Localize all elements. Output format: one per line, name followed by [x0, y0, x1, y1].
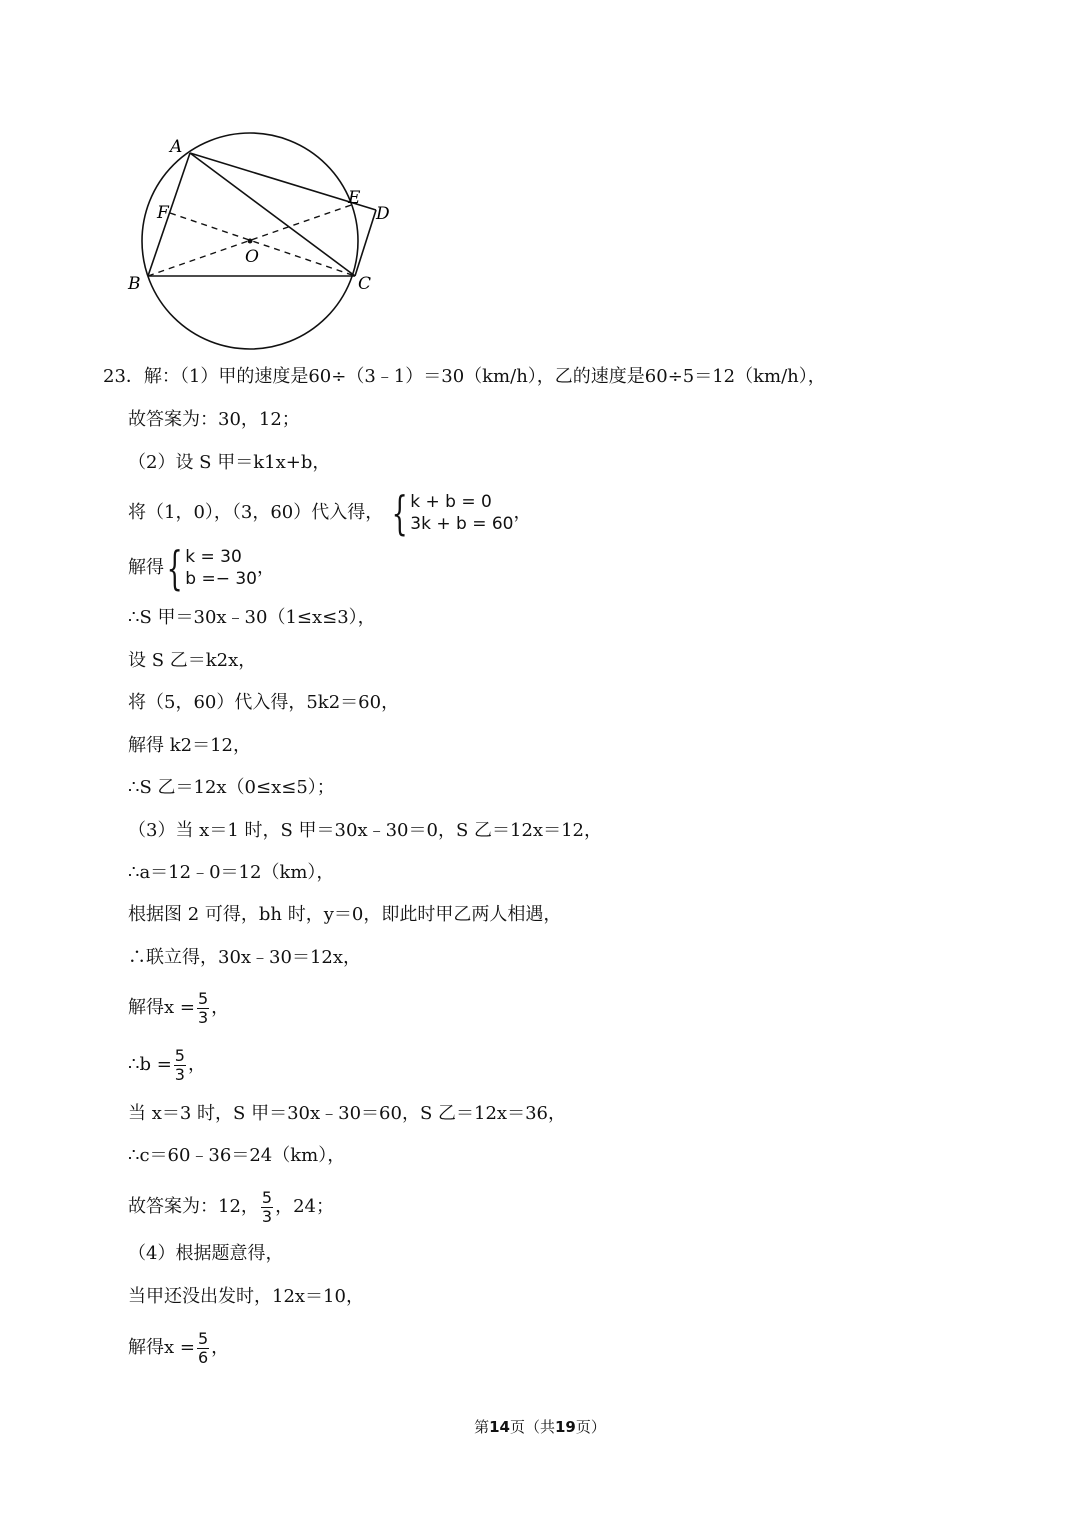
- sol-b: b =− 30: [185, 569, 257, 589]
- solve-text: 解得: [128, 557, 164, 578]
- solution-line-14: ∴联立得，30x﹣30＝12x，: [128, 947, 362, 968]
- eq2: 3k + b = 60: [410, 514, 514, 534]
- solution-line-7: 设 S 乙＝k2x，: [128, 650, 257, 671]
- solution-line-17: 当 x＝3 时，S 甲＝30x﹣30＝60，S 乙＝12x＝36，: [128, 1103, 566, 1124]
- solution-line-9: 解得 k2＝12，: [128, 735, 251, 756]
- therefore-b-text: ∴b =: [128, 1054, 172, 1075]
- label-f: F: [157, 203, 169, 223]
- eq1: k + b = 0: [410, 492, 492, 512]
- solution-line-5: 解得{ k = 30 b =− 30，: [128, 541, 275, 595]
- label-b: B: [128, 274, 141, 294]
- solution-line-19: [128, 1185, 334, 1229]
- solution-line-20: （4）根据题意得，: [128, 1243, 284, 1264]
- solution-line-6: ∴S 甲＝30x﹣30（1≤x≤3），: [128, 607, 376, 628]
- label-c: C: [358, 274, 372, 294]
- solution-line-1: [103, 366, 826, 388]
- equation-system-1: { k + b = 0 3k + b = 60: [391, 486, 514, 540]
- solution-line-12: ∴a＝12﹣0＝12（km），: [128, 862, 335, 883]
- substitute-text: 将（1，0），（3，60）代入得，: [128, 502, 384, 523]
- solution-line-21: 当甲还没出发时，12x＝10，: [128, 1286, 364, 1307]
- label-o: O: [245, 247, 259, 267]
- solution-line-11: （3）当 x＝1 时，S 甲＝30x﹣30＝0，S 乙＝12x＝12，: [128, 820, 602, 841]
- fraction-5-6: $\frac{5}{6}$: [197, 1328, 209, 1367]
- solution-line-22: 解得x = $\frac{5}{6}$ ，: [128, 1328, 230, 1367]
- speed-text: 解：（1）甲的速度是60÷（3﹣1）＝30（km/h），乙的速度是60÷5＝12（km/h），: [143, 366, 826, 387]
- problem-number: 23．: [103, 366, 144, 387]
- solution-line-4: 将（1，0），（3，60）代入得， { k + b = 0 3k + b = 60，: [128, 486, 532, 540]
- label-d: D: [376, 204, 390, 224]
- answer-tail: ，24；: [275, 1196, 334, 1217]
- fraction-5-3-b: $\frac{5}{3}$: [174, 1045, 185, 1084]
- solution-line-3: （2）设 S 甲＝k1x+b，: [128, 452, 331, 473]
- sol-k: k = 30: [185, 547, 242, 567]
- page-number: 14: [489, 1418, 510, 1436]
- fraction-5-3-a: $\frac{5}{3}$: [197, 988, 209, 1027]
- solution-line-10: ∴S 乙＝12x（0≤x≤5）；: [128, 777, 335, 798]
- solve-x-text: 解得x =: [128, 997, 195, 1018]
- label-a: A: [170, 137, 183, 157]
- label-e: E: [348, 188, 361, 208]
- solution-line-13: 根据图 2 可得，bh 时，y＝0，即此时甲乙两人相遇，: [128, 904, 562, 925]
- total-pages: 19: [555, 1418, 576, 1436]
- solution-line-18: ∴c＝60﹣36＝24（km），: [128, 1145, 346, 1166]
- solution-line-15: 解得x = $\frac{5}{3}$ ，: [128, 988, 230, 1027]
- solution-line-2: 故答案为：30，12；: [128, 409, 300, 430]
- fraction-5-3-c: $\frac{5}{3}$: [261, 1187, 273, 1226]
- solve-x-text-2: 解得x =: [128, 1337, 195, 1358]
- solution-line-8: 将（5，60）代入得，5k2＝60，: [128, 692, 400, 713]
- answer-text: 故答案为：12，: [128, 1196, 259, 1217]
- circle-diagram: [110, 130, 410, 360]
- equation-system-2: { k = 30 b =− 30: [166, 541, 257, 595]
- page-footer: 第14页（共19页）: [474, 1418, 606, 1436]
- solution-line-16: ∴b = $\frac{5}{3}$ ，: [128, 1045, 206, 1084]
